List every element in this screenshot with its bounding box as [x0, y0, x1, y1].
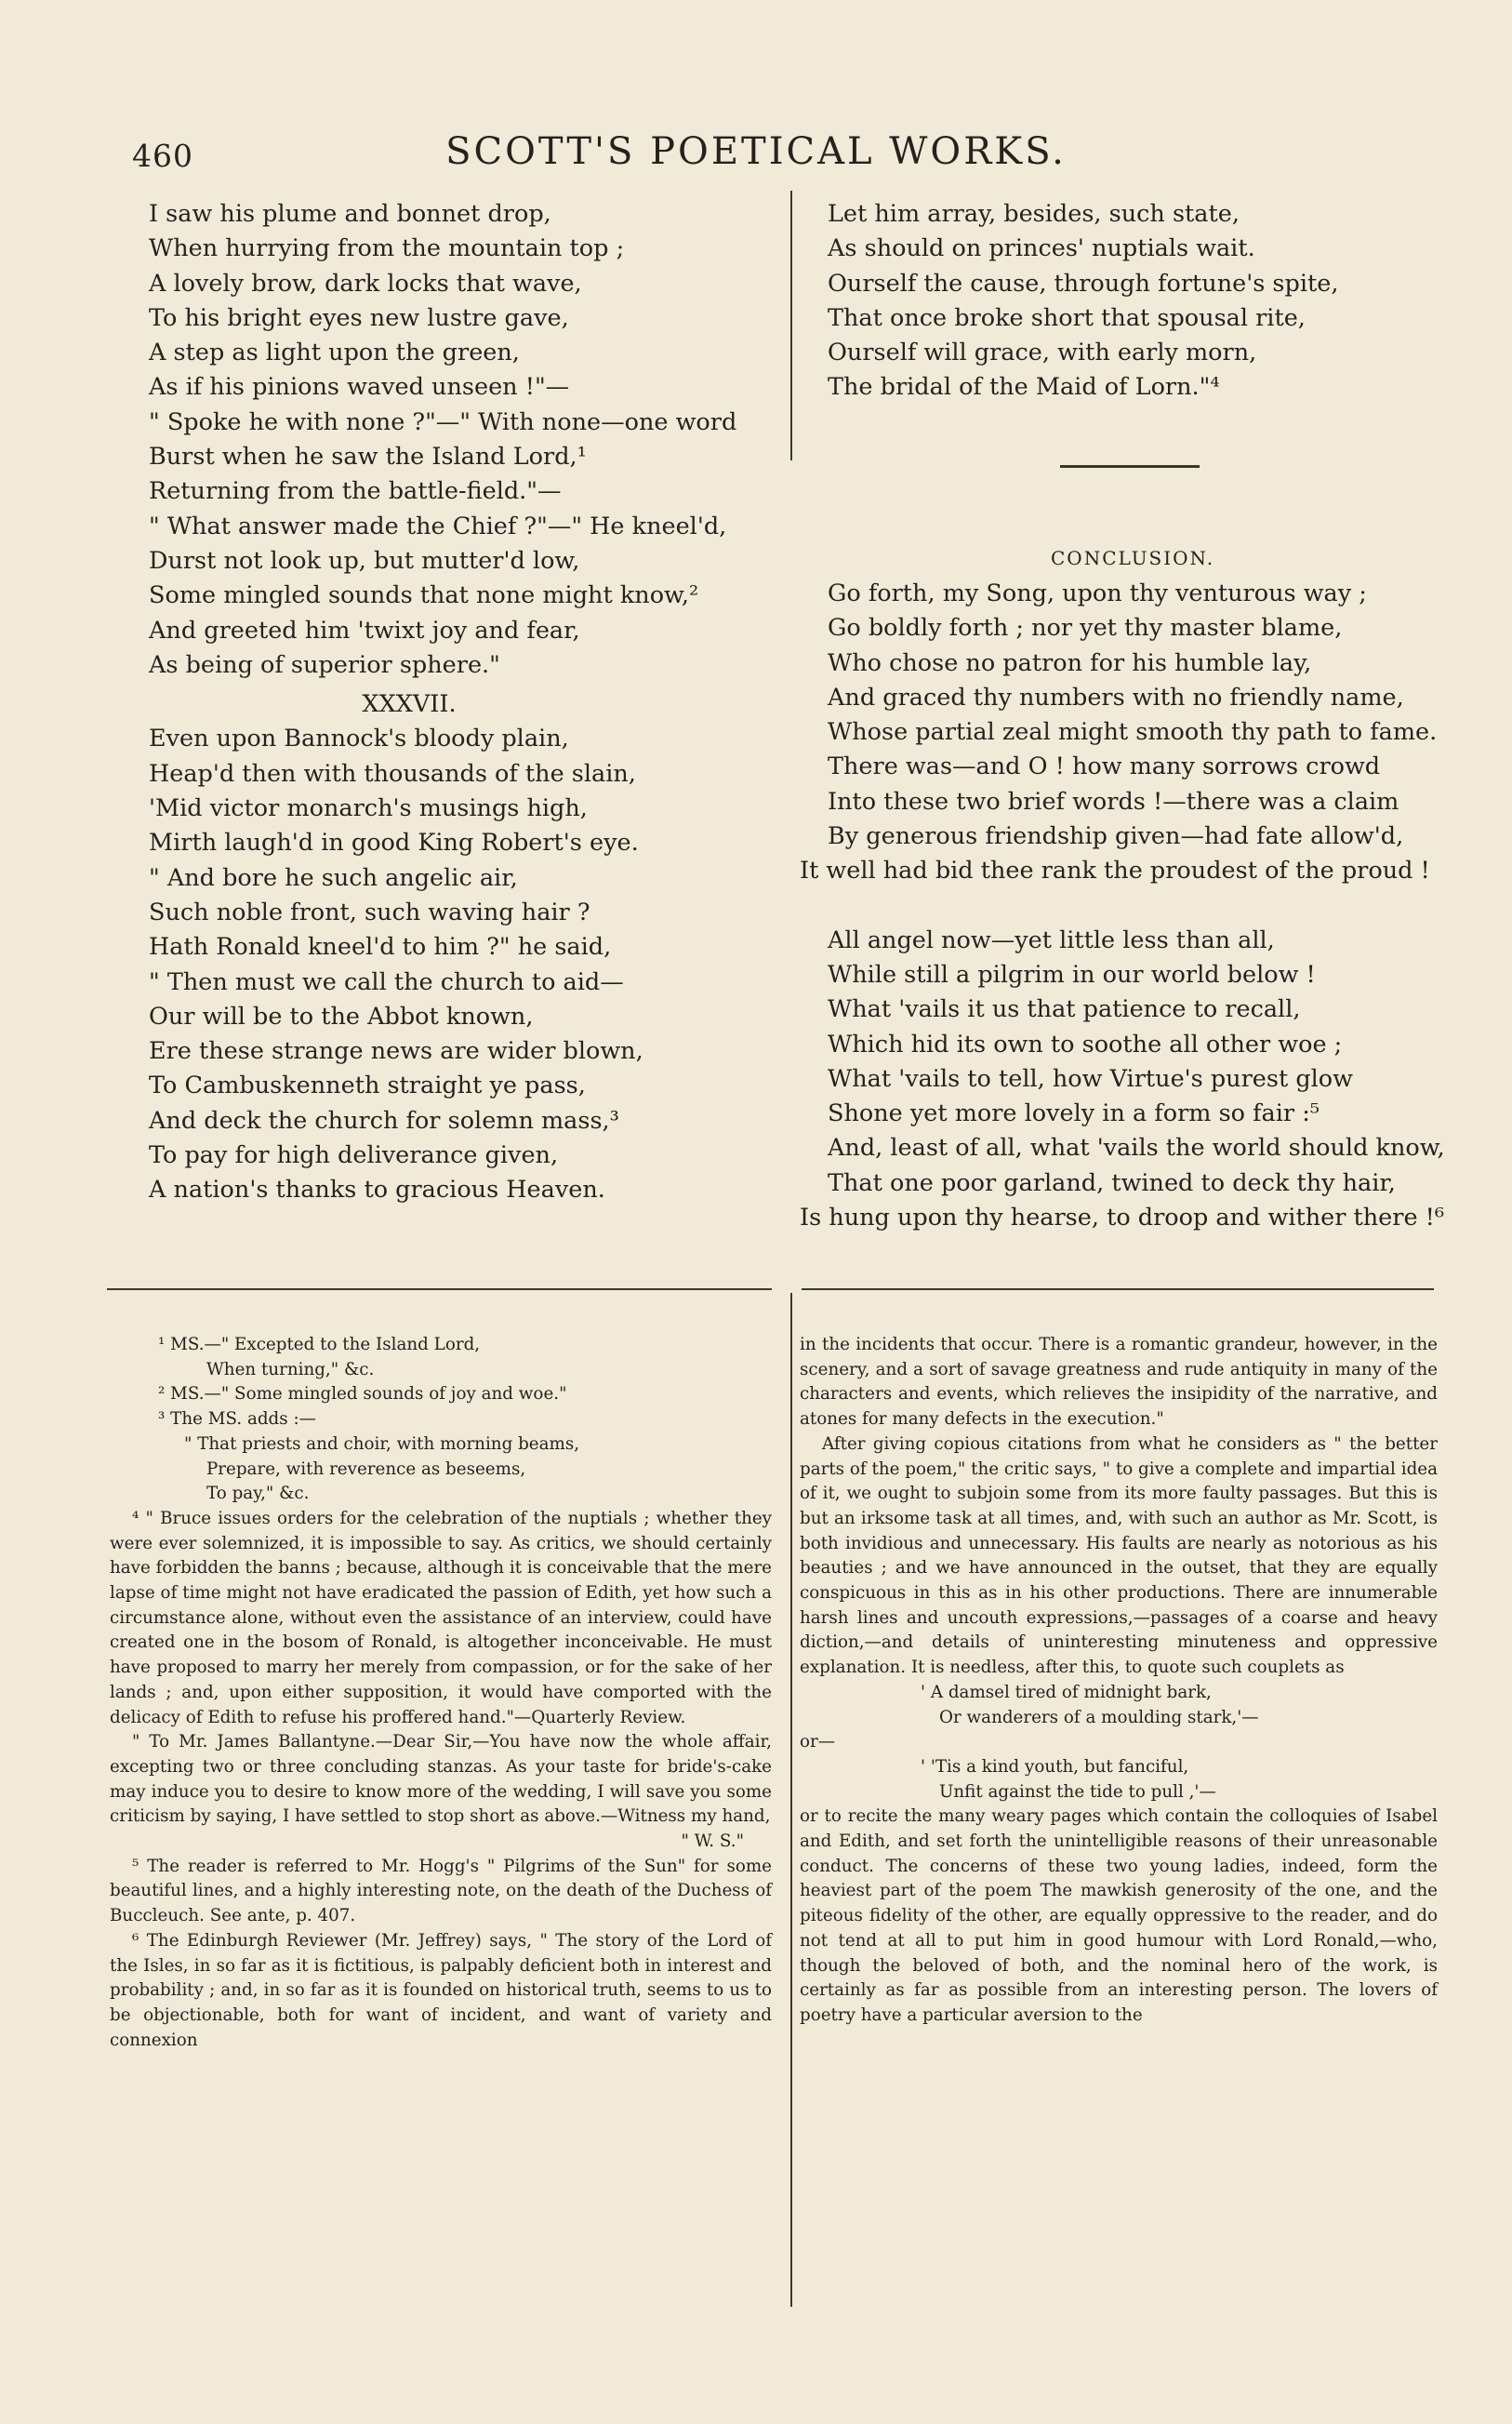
poem-line: As should on princes' nuptials wait. — [828, 234, 1255, 263]
poem-line: A lovely brow, dark locks that wave, — [149, 269, 582, 298]
footnote: ⁵ The reader is referred to Mr. Hogg's " Pilgrims of the Sun" for some beautiful lines, and a highly interesting note, on the death of the Duchess of Buccleuch. See ante, p. 407. — [110, 1856, 772, 1926]
left-poem-column — [149, 197, 736, 1208]
poem-line: That once broke short that spousal rite, — [828, 303, 1306, 332]
footnote: When turning," &c. — [206, 1359, 375, 1379]
poem-line: Burst when he saw the Island Lord,¹ — [149, 443, 587, 472]
poem-line: " Then must we call the church to aid— — [149, 967, 624, 996]
poem-line: Let him array, besides, such state, — [828, 200, 1240, 228]
footnote: ⁴ " Bruce issues orders for the celebration of the nuptials ; whether they were ever solemnized, it is impossible to say. As critics, we should certainly have forbidden the banns ; because, although it is conceivable that the mere lapse of time might not have eradicated the passion of Edith, yet how such a circumstance alone, without even the assistance of an interview, could have created one in the bosom of Ronald, is altogether inconceivable. He must have proposed to marry her merely from compassion, or for the sake of her lands ; and, upon either supposition, it would have comported with the delicacy of Edith to refuse his proffered hand."—Quarterly Review. — [110, 1508, 772, 1727]
poem-line: While still a pilgrim in our world below ! — [828, 960, 1316, 989]
poem-line: When hurrying from the mountain top ; — [149, 234, 625, 263]
poem-line: And greeted him 'twixt joy and fear, — [149, 616, 580, 645]
poem-line: That one poor garland, twined to deck thy hair, — [828, 1168, 1396, 1197]
stanza-heading: XXXVII. — [362, 690, 457, 719]
poem-line: Is hung upon thy hearse, to droop and wither there !⁶ — [800, 1204, 1445, 1232]
footnote: ⁶ The Edinburgh Reviewer (Mr. Jeffrey) says, " The story of the Lord of the Isles, in so far as it is fictitious, is palpably deficient both in interest and probability ; and, in so far as it is founded on historical truth, seems to us to be objectionable, both for want of incident, and want of variety and connexion — [110, 1930, 772, 2050]
poem-line: As if his pinions waved unseen !"— — [149, 373, 570, 402]
quoted-verse: ' 'Tis a kind youth, but fanciful, — [921, 1756, 1189, 1777]
footnote-rule-right — [802, 1288, 1434, 1290]
poem-line: What 'vails it us that patience to recall, — [828, 995, 1301, 1024]
poem-line: Ourself will grace, with early morn, — [828, 339, 1257, 367]
footnote: or to recite the many weary pages which contain the colloquies of Isabel and Edith, and set forth the unintelligible reasons of their unreasonable conduct. The concerns of these two young ladies, indeed, form the heaviest part of the poem The mawkish generosity of the one, and the piteous fidelity of the other, are equally oppressive to the reader, and do not tend at all to put him in good humour with Lord Ronald,—who, though the beloved of both, and the nominal hero of the work, is certainly as far as possible from an interesting person. The lovers of poetry have a particular aversion to the — [800, 1806, 1438, 2025]
poem-line: Whose partial zeal might smooth thy path to fame. — [828, 718, 1438, 747]
poem-line: Even upon Bannock's bloody plain, — [149, 725, 569, 753]
poem-line: 'Mid victor monarch's musings high, — [149, 794, 588, 823]
footnote: " To Mr. James Ballantyne.—Dear Sir,—You have now the whole affair, excepting two or three concluding stanzas. As your taste for bride's-cake may induce you to desire to know more of the wedding, I will save you some criticism by saying, I have settled to stop short as above.—Witness my hand, — [110, 1732, 772, 1827]
column-divider-top — [790, 191, 792, 460]
poem-line: Into these two brief words !—there was a claim — [828, 787, 1399, 816]
poem-line: Ere these strange news are wider blown, — [149, 1037, 643, 1066]
poem-line: And, least of all, what 'vails the world should know, — [828, 1134, 1445, 1163]
section-rule — [1060, 465, 1200, 468]
footnotes-right — [800, 1333, 1438, 2029]
poem-line: " And bore he such angelic air, — [149, 863, 518, 892]
poem-line: " What answer made the Chief ?"—" He kneel'd, — [149, 512, 727, 540]
poem-line: It well had bid thee rank the proudest of the proud ! — [800, 857, 1430, 886]
poem-line: Some mingled sounds that none might know,² — [149, 581, 699, 610]
column-divider-notes — [790, 1293, 792, 2307]
poem-line: A nation's thanks to gracious Heaven. — [149, 1176, 605, 1205]
poem-line: Returning from the battle-field."— — [149, 477, 562, 506]
poem-line: To his bright eyes new lustre gave, — [149, 303, 569, 332]
poem-line: Heap'd then with thousands of the slain, — [149, 759, 636, 788]
poem-line: There was—and O ! how many sorrows crowd — [828, 753, 1381, 781]
poem-line: The bridal of the Maid of Lorn."⁴ — [828, 373, 1220, 402]
poem-line: Durst not look up, but mutter'd low, — [149, 546, 580, 575]
poem-line: And deck the church for solemn mass,³ — [149, 1106, 619, 1135]
right-poem-column — [828, 197, 1338, 406]
page-number: 460 — [132, 138, 193, 174]
poem-line: What 'vails to tell, how Virtue's purest glow — [828, 1064, 1353, 1093]
footnote-rule-left — [107, 1288, 772, 1290]
footnote: " That priests and choir, with morning beams, — [184, 1433, 580, 1454]
footnote: After giving copious citations from what he considers as " the better parts of the poem," the critic says, " to give a complete and impartial idea of it, we ought to subjoin some from its more faulty passages. But this is but an irksome task at all times, and, with such an author as Mr. Scott, is both invidious and unnecessary. His faults are nearly as notorious as his beauties ; and we have announced in the outset, that they are equally conspicuous in this as in his other productions. There are innumerable harsh lines and uncouth expressions,—passages of a coarse and heavy diction,—and details of uninteresting minuteness and oppressive explanation. It is needless, after this, to quote such couplets as — [800, 1433, 1438, 1678]
poem-line: Go boldly forth ; nor yet thy master blame, — [828, 614, 1343, 643]
footnote: ³ The MS. adds :— — [158, 1409, 316, 1430]
poem-line: To pay for high deliverance given, — [149, 1141, 559, 1170]
poem-line: As being of superior sphere." — [149, 650, 500, 679]
poem-line: Go forth, my Song, upon thy venturous way ; — [828, 579, 1367, 607]
quoted-verse: Unfit against the tide to pull ,'— — [939, 1781, 1216, 1802]
poem-line: Our will be to the Abbot known, — [149, 1002, 534, 1031]
poem-line: I saw his plume and bonnet drop, — [149, 200, 551, 228]
conclusion-title: CONCLUSION. — [1051, 547, 1215, 569]
poem-line: Such noble front, such waving hair ? — [149, 898, 590, 926]
poem-line: Who chose no patron for his humble lay, — [828, 648, 1312, 677]
poem-line: A step as light upon the green, — [149, 339, 520, 367]
footnote: ¹ MS.—" Excepted to the Island Lord, — [158, 1335, 481, 1354]
footnotes-left — [110, 1333, 772, 2053]
footnote: To pay," &c. — [206, 1484, 310, 1504]
stanza-gap — [828, 889, 1445, 924]
conclusion-poem — [800, 577, 1445, 1235]
poem-line: And graced thy numbers with no friendly name, — [828, 683, 1404, 712]
poem-line: Which hid its own to soothe all other woe ; — [828, 1030, 1343, 1059]
footnote: or— — [800, 1732, 836, 1752]
poem-line: To Cambuskenneth straight ye pass, — [149, 1072, 586, 1100]
poem-line: All angel now—yet little less than all, — [828, 926, 1275, 954]
footnote: Prepare, with reverence as beseems, — [206, 1458, 526, 1479]
footnote-signature: " W. S." — [681, 1831, 744, 1852]
footnote: in the incidents that occur. There is a romantic grandeur, however, in the scenery, and a sort of savage greatness and rude antiquity in many of the characters and events, which relieves the insipidity of the narrative, and atones for many defects in the execution." — [800, 1335, 1438, 1430]
running-title: SCOTT'S POETICAL WORKS. — [445, 130, 1067, 173]
footnote: ² MS.—" Some mingled sounds of joy and woe." — [158, 1384, 567, 1405]
poem-line: Ourself the cause, through fortune's spite, — [828, 269, 1339, 298]
poem-line: Shone yet more lovely in a form so fair :⁵ — [828, 1099, 1320, 1128]
poem-line: By generous friendship given—had fate allow'd, — [828, 822, 1404, 851]
quoted-verse: ' A damsel tired of midnight bark, — [921, 1682, 1212, 1702]
poem-line: " Spoke he with none ?"—" With none—one word — [149, 407, 737, 436]
poem-line: Hath Ronald kneel'd to him ?" he said, — [149, 933, 612, 962]
poem-line: Mirth laugh'd in good King Robert's eye. — [149, 829, 639, 858]
quoted-verse: Or wanderers of a moulding stark,'— — [939, 1707, 1259, 1727]
